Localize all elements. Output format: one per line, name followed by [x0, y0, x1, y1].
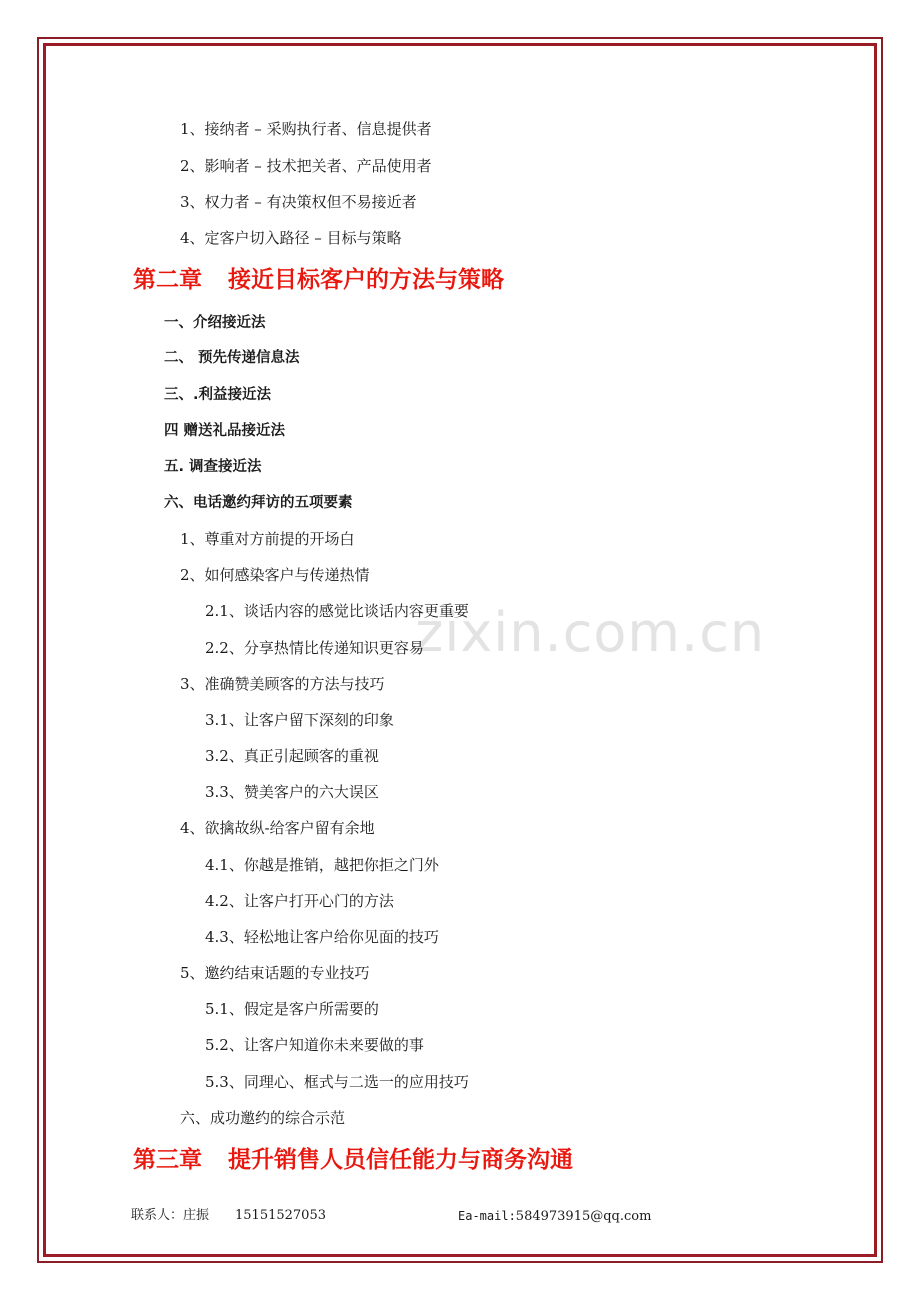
- outline-item: 5、邀约结束话题的专业技巧: [180, 964, 370, 982]
- chapter-number: 第三章: [133, 1147, 202, 1173]
- list-item: 2、影响者 – 技术把关者、产品使用者: [180, 157, 432, 175]
- outline-subitem: 3.1、让客户留下深刻的印象: [205, 711, 394, 729]
- outline-subitem: 3.2、真正引起顾客的重视: [205, 747, 379, 765]
- footer-email-label: Ea-mail:: [458, 1209, 516, 1223]
- section-heading: 五. 调查接近法: [164, 459, 262, 475]
- outline-subitem: 4.3、轻松地让客户给你见面的技巧: [205, 928, 439, 946]
- chapter-heading: [133, 1145, 573, 1175]
- footer-email-address: 584973915@qq.com: [515, 1209, 652, 1224]
- outline-subitem: 3.3、赞美客户的六大误区: [205, 783, 379, 801]
- chapter-title: 接近目标客户的方法与策略: [228, 267, 504, 293]
- outline-item: 4、欲擒故纵-给客户留有余地: [180, 819, 375, 837]
- outline-subitem: 2.1、谈话内容的感觉比谈话内容更重要: [205, 602, 469, 620]
- outline-item: 2、如何感染客户与传递热情: [180, 566, 370, 584]
- footer-email: [458, 1207, 651, 1226]
- outline-subitem: 5.3、同理心、框式与二选一的应用技巧: [205, 1073, 469, 1091]
- footer-contact: 联系人：庄振: [131, 1208, 210, 1223]
- section-heading: 四 赠送礼品接近法: [164, 423, 286, 439]
- list-item: 4、定客户切入路径 – 目标与策略: [180, 229, 402, 247]
- section-heading: 三、.利益接近法: [164, 387, 272, 403]
- outline-subitem: 5.2、让客户知道你未来要做的事: [205, 1036, 424, 1054]
- section-heading: 一、介绍接近法: [164, 315, 266, 331]
- outline-subitem: 4.2、让客户打开心门的方法: [205, 892, 394, 910]
- chapter-heading: [133, 265, 504, 295]
- list-item: 3、权力者 – 有决策权但不易接近者: [180, 193, 417, 211]
- outline-item: 六、成功邀约的综合示范: [180, 1109, 346, 1127]
- outline-subitem: 2.2、分享热情比传递知识更容易: [205, 639, 424, 657]
- watermark: zixin.com.cn: [415, 601, 766, 664]
- outline-subitem: 4.1、你越是推销，越把你拒之门外: [205, 856, 439, 874]
- outline-item: 1、尊重对方前提的开场白: [180, 530, 355, 548]
- outline-item: 3、准确赞美顾客的方法与技巧: [180, 675, 385, 693]
- list-item: 1、接纳者 – 采购执行者、信息提供者: [180, 120, 432, 138]
- chapter-title: 提升销售人员信任能力与商务沟通: [228, 1147, 573, 1173]
- footer-phone: 15151527053: [235, 1208, 326, 1223]
- section-heading: 六、电话邀约拜访的五项要素: [164, 495, 353, 511]
- section-heading: 二、 预先传递信息法: [164, 350, 300, 366]
- chapter-number: 第二章: [133, 267, 202, 293]
- outline-subitem: 5.1、假定是客户所需要的: [205, 1000, 379, 1018]
